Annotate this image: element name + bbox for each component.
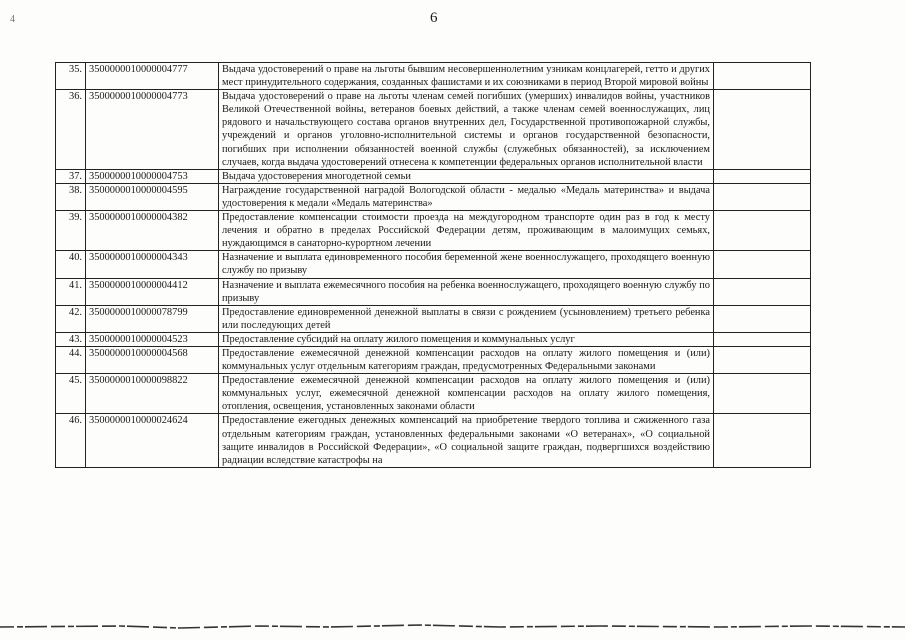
service-description: Предоставление компенсации стоимости проезда на междугородном транспорте один раз в год к месту лечения и обратно в пределах Российской Федерации детям, проживающим в малоимущих семьях, нуждающимся в санаторно-курортном лечении — [219, 211, 714, 251]
empty-cell — [714, 251, 811, 278]
row-number: 45. — [56, 374, 86, 414]
service-code: 3500000010000004777 — [86, 63, 219, 90]
empty-cell — [714, 63, 811, 90]
table-row — [56, 278, 811, 305]
row-number: 37. — [56, 169, 86, 183]
row-number: 36. — [56, 90, 86, 170]
empty-cell — [714, 90, 811, 170]
table-row — [56, 211, 811, 251]
row-number: 43. — [56, 332, 86, 346]
empty-cell — [714, 211, 811, 251]
service-description: Предоставление ежемесячной денежной компенсации расходов на оплату жилого помещения и (или) коммунальных услуг отдельным категориям граждан, предусмотренных Федеральными законами — [219, 346, 714, 373]
empty-cell — [714, 374, 811, 414]
service-code: 3500000010000004568 — [86, 346, 219, 373]
service-description: Предоставление ежемесячной денежной компенсации расходов на оплату жилого помещения и (или) коммунальных услуг, ежемесячной денежной компенсации расходов на оплату жилого помещения, отопления, освещения, установленных законами области — [219, 374, 714, 414]
row-number: 38. — [56, 183, 86, 210]
table-row — [56, 251, 811, 278]
service-description: Предоставление субсидий на оплату жилого помещения и коммунальных услуг — [219, 332, 714, 346]
service-code: 3500000010000004523 — [86, 332, 219, 346]
service-code: 3500000010000004412 — [86, 278, 219, 305]
row-number: 40. — [56, 251, 86, 278]
service-description: Выдача удостоверений о праве на льготы бывшим несовершеннолетним узникам концлагерей, гетто и других мест принудительного содержания, созданных фашистами и их союзниками в период Второй мировой войны — [219, 63, 714, 90]
row-number: 35. — [56, 63, 86, 90]
service-description: Награждение государственной наградой Вологодской области - медалью «Медаль материнства» и выдача удостоверения к медали «Медаль материнства» — [219, 183, 714, 210]
row-number: 42. — [56, 305, 86, 332]
services-table — [55, 62, 811, 468]
empty-cell — [714, 183, 811, 210]
table-row — [56, 346, 811, 373]
empty-cell — [714, 414, 811, 467]
row-number: 44. — [56, 346, 86, 373]
service-description: Предоставление ежегодных денежных компенсаций на приобретение твердого топлива и сжиженного газа отдельным категориям граждан, установленных федеральными законами «О ветеранах», «О социальной защите инвалидов в Российской Федерации», «О социальной защите граждан, подвергшихся воздействию радиации вследствие катастрофы на — [219, 414, 714, 467]
table-row — [56, 332, 811, 346]
row-number: 39. — [56, 211, 86, 251]
service-code: 3500000010000004773 — [86, 90, 219, 170]
service-description: Назначение и выплата единовременного пособия беременной жене военнослужащего, проходящего военную службу по призыву — [219, 251, 714, 278]
row-number: 46. — [56, 414, 86, 467]
service-description: Выдача удостоверения многодетной семьи — [219, 169, 714, 183]
service-code: 3500000010000004753 — [86, 169, 219, 183]
service-code: 3500000010000004343 — [86, 251, 219, 278]
service-code: 3500000010000024624 — [86, 414, 219, 467]
table-row — [56, 90, 811, 170]
service-description: Выдача удостоверений о праве на льготы членам семей погибших (умерших) инвалидов войны, участников Великой Отечественной войны, ветеранов боевых действий, а также членам семей военнослужащих, лиц рядового и начальствующего состава органов внутренних дел, Государственной противопожарной службы, учреждений и органов уголовно-исполнительной системы и органов государственной безопасности, погибших при исполнении обязанностей военной службы (служебных обязанностей), за исключением случаев, когда выдача удостоверений отнесена к компетенции федеральных органов исполнительной власти — [219, 90, 714, 170]
empty-cell — [714, 169, 811, 183]
table-row — [56, 183, 811, 210]
page-number: 6 — [430, 10, 439, 26]
service-code: 3500000010000078799 — [86, 305, 219, 332]
scan-corner-mark: 4 — [10, 14, 15, 25]
empty-cell — [714, 332, 811, 346]
service-description: Назначение и выплата ежемесячного пособия на ребенка военнослужащего, проходящего военную службу по призыву — [219, 278, 714, 305]
table-row — [56, 305, 811, 332]
service-code: 3500000010000098822 — [86, 374, 219, 414]
table-row — [56, 374, 811, 414]
service-description: Предоставление единовременной денежной выплаты в связи с рождением (усыновлением) третьего ребенка или последующих детей — [219, 305, 714, 332]
service-code: 3500000010000004595 — [86, 183, 219, 210]
table-row — [56, 169, 811, 183]
row-number: 41. — [56, 278, 86, 305]
empty-cell — [714, 346, 811, 373]
service-code: 3500000010000004382 — [86, 211, 219, 251]
empty-cell — [714, 305, 811, 332]
table-row — [56, 63, 811, 90]
scan-edge-noise — [0, 622, 905, 630]
table-row — [56, 414, 811, 467]
empty-cell — [714, 278, 811, 305]
